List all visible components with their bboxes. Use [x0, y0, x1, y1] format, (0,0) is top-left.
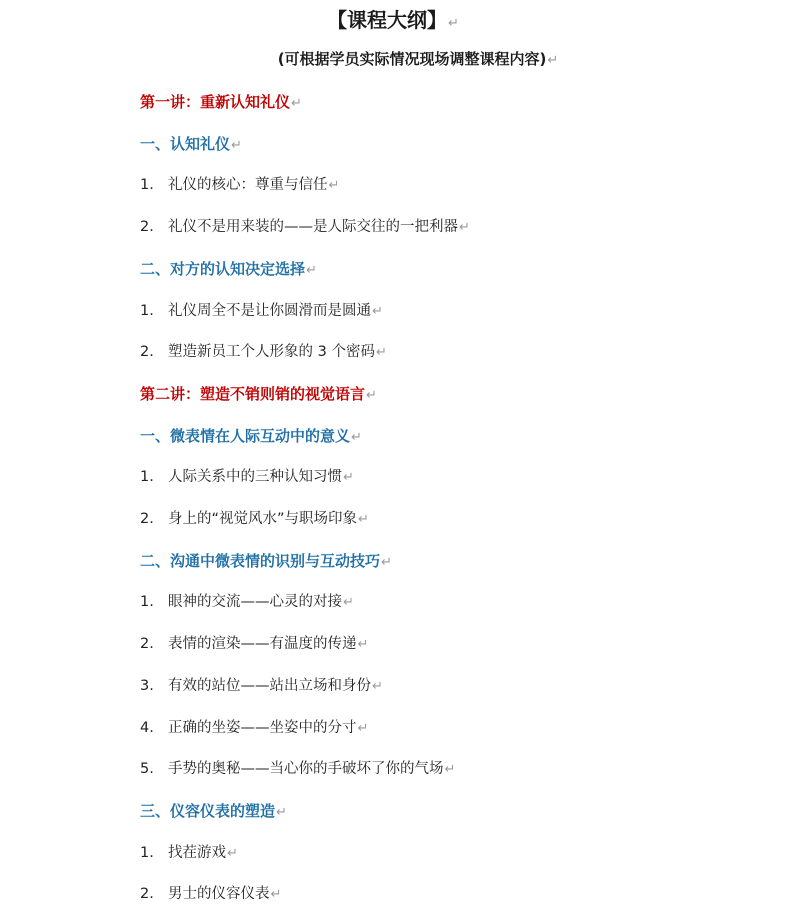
page-title-text: 【课程大纲】: [327, 8, 448, 32]
paragraph-mark-icon: ↵: [343, 470, 354, 486]
list-item: [140, 717, 368, 740]
list-item-text: 有效的站位——站出立场和身份: [168, 677, 371, 694]
paragraph-mark-icon: ↵: [372, 678, 383, 694]
list-item: [140, 883, 281, 906]
paragraph-mark-icon: ↵: [270, 887, 282, 903]
heading-text: 第一讲：重新认知礼仪: [140, 93, 291, 111]
paragraph-mark-icon: ↵: [357, 637, 369, 653]
paragraph-mark-icon: ↵: [372, 303, 383, 319]
page-title: [0, 6, 786, 38]
paragraph-mark-icon: ↵: [459, 220, 470, 236]
list-item: [140, 174, 339, 197]
page-subtitle: [0, 48, 786, 72]
paragraph-mark-icon: ↵: [306, 262, 317, 278]
heading-text: 三、仪容仪表的塑造: [140, 801, 276, 820]
list-item-text: 手势的奥秘——当心你的手破坏了你的气场: [168, 761, 444, 778]
paragraph-mark-icon: ↵: [448, 16, 459, 31]
list-item-text: 礼仪周全不是让你圆滑而是圆通: [168, 302, 371, 319]
list-item: [140, 591, 354, 614]
paragraph-mark-icon: ↵: [366, 387, 377, 403]
list-item-text: 表情的渲染——有温度的传递: [168, 636, 357, 653]
list-item: [140, 466, 354, 489]
list-item-number: 2.: [140, 344, 154, 361]
section-heading: [140, 425, 362, 449]
section-heading: [140, 800, 287, 824]
list-item: [140, 508, 369, 531]
list-item-text: 人际关系中的三种认知习惯: [168, 469, 342, 486]
section-heading: [140, 258, 317, 282]
list-item-text: 正确的坐姿——坐姿中的分寸: [168, 719, 357, 736]
list-item: [140, 675, 383, 698]
list-item: [140, 633, 368, 656]
paragraph-mark-icon: ↵: [381, 554, 392, 570]
list-item-text: 男士的仪容仪表: [168, 886, 270, 903]
paragraph-mark-icon: ↵: [547, 53, 559, 68]
list-item-text: 眼神的交流——心灵的对接: [168, 594, 342, 611]
page-subtitle-text: (可根据学员实际情况现场调整课程内容): [277, 50, 547, 68]
list-item-number: 2.: [140, 886, 154, 903]
heading-text: 一、认知礼仪: [140, 134, 231, 153]
list-item-number: 1.: [140, 302, 154, 319]
lecture-heading: [140, 91, 302, 115]
paragraph-mark-icon: ↵: [444, 762, 456, 778]
list-item: [140, 842, 238, 865]
list-item-text: 礼仪的核心：尊重与信任: [168, 177, 328, 194]
paragraph-mark-icon: ↵: [357, 720, 369, 736]
list-item-number: 3.: [140, 677, 154, 694]
list-item-number: 4.: [140, 719, 154, 736]
list-item-number: 2.: [140, 511, 154, 527]
paragraph-mark-icon: ↵: [328, 178, 340, 194]
list-item: [140, 341, 387, 364]
lecture-heading: [140, 383, 377, 407]
list-item-text: 塑造新员工个人形象的 3 个密码: [168, 344, 375, 361]
heading-text: 第二讲：塑造不销则销的视觉语言: [140, 384, 366, 403]
list-item-number: 2.: [140, 636, 154, 653]
paragraph-mark-icon: ↵: [375, 345, 387, 361]
paragraph-mark-icon: ↵: [276, 804, 287, 820]
list-item: [140, 300, 383, 323]
list-item-number: 5.: [140, 761, 154, 778]
paragraph-mark-icon: ↵: [351, 429, 362, 445]
list-item-number: 2.: [140, 219, 154, 236]
list-item: [140, 758, 455, 781]
list-item-number: 1.: [140, 177, 154, 194]
list-item-text: 身上的“视觉风水”与职场印象: [168, 511, 358, 527]
section-heading: [140, 550, 392, 574]
paragraph-mark-icon: ↵: [227, 845, 238, 861]
paragraph-mark-icon: ↵: [231, 137, 242, 153]
paragraph-mark-icon: ↵: [358, 512, 369, 527]
section-heading: [140, 133, 242, 157]
heading-text: 一、微表情在人际互动中的意义: [140, 426, 351, 445]
paragraph-mark-icon: ↵: [343, 595, 354, 611]
list-item-text: 礼仪不是用来装的——是人际交往的一把利器: [168, 219, 458, 236]
list-item-number: 1.: [140, 844, 154, 861]
list-item-number: 1.: [140, 594, 154, 611]
paragraph-mark-icon: ↵: [291, 96, 302, 111]
list-item-text: 找茬游戏: [168, 844, 226, 861]
heading-text: 二、对方的认知决定选择: [140, 259, 306, 278]
list-item: [140, 216, 470, 239]
heading-text: 二、沟通中微表情的识别与互动技巧: [140, 551, 381, 570]
list-item-number: 1.: [140, 469, 154, 486]
